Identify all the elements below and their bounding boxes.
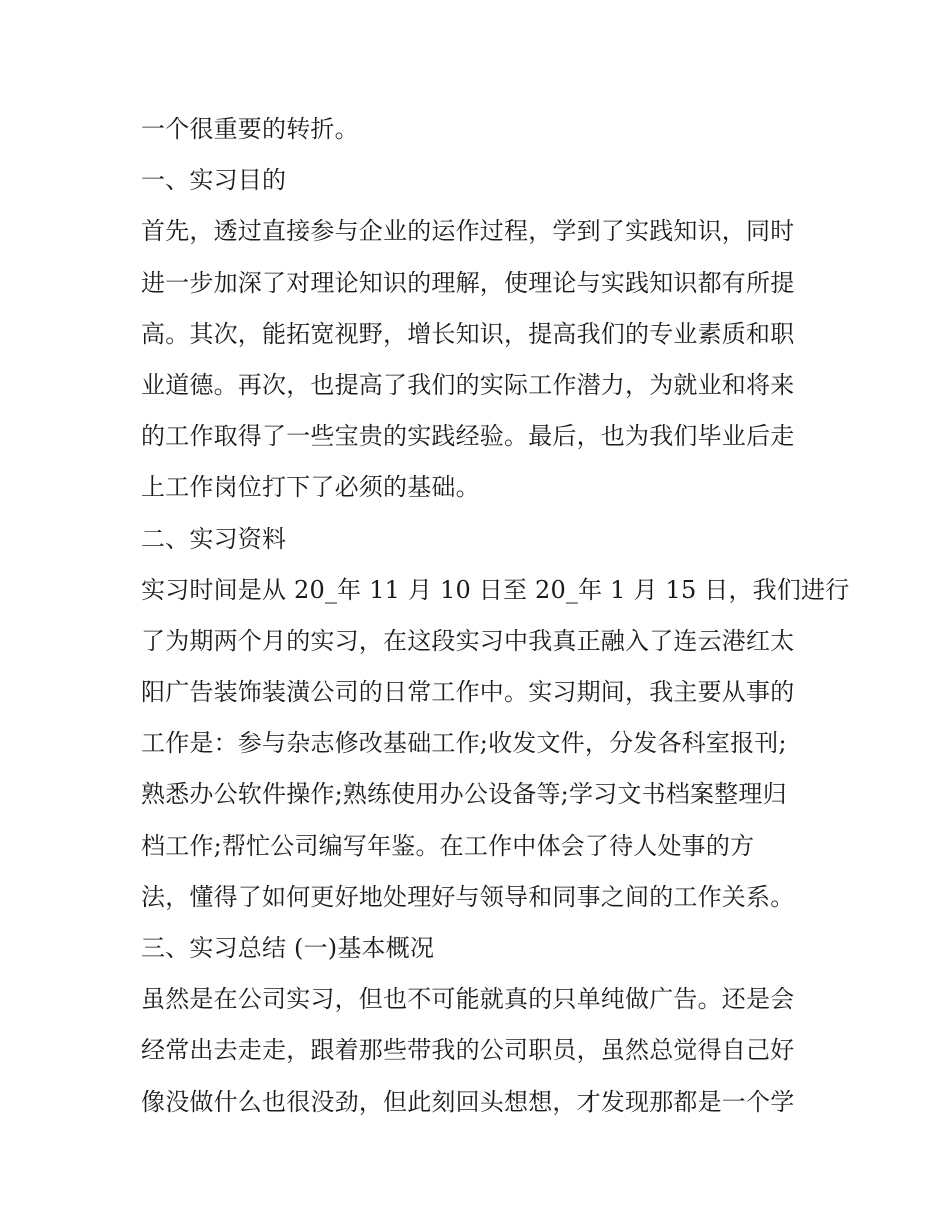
section-heading-purpose: 一、实习目的 — [141, 166, 287, 195]
text-line: 的工作取得了一些宝贵的实践经验。最后，也为我们毕业后走 — [141, 422, 795, 451]
text-line: 虽然是在公司实习，但也不可能就真的只单纯做广告。还是会 — [141, 985, 795, 1014]
text-line: 工作是：参与杂志修改基础工作;收发文件，分发各科室报刊; — [141, 729, 787, 758]
text-line: 上工作岗位打下了必须的基础。 — [141, 473, 480, 502]
text-line: 首先，透过直接参与企业的运作过程，学到了实践知识，同时 — [141, 217, 795, 246]
text-line: 业道德。再次，也提高了我们的实际工作潜力，为就业和将来 — [141, 370, 795, 399]
text-line: 阳广告装饰装潢公司的日常工作中。实习期间，我主要从事的 — [141, 678, 795, 707]
text-line: 一个很重要的转折。 — [141, 115, 359, 143]
section-heading-materials: 二、实习资料 — [141, 524, 287, 553]
text-line: 进一步加深了对理论知识的理解，使理论与实践知识都有所提 — [141, 268, 795, 297]
text-line: 法，懂得了如何更好地处理好与领导和同事之间的工作关系。 — [141, 882, 795, 911]
document-body — [141, 104, 850, 1128]
text-line: 档工作;帮忙公司编写年鉴。在工作中体会了待人处事的方 — [141, 831, 755, 860]
text-line: 了为期两个月的实习，在这段实习中我真正融入了连云港红太 — [141, 626, 795, 655]
text-line: 高。其次，能拓宽视野，增长知识，提高我们的专业素质和职 — [141, 319, 795, 348]
text-line: 实习时间是从 20_年 11 月 10 日至 20_年 1 月 15 日，我们进行 — [141, 575, 850, 604]
section-heading-summary: 三、实习总结 (一)基本概况 — [141, 934, 435, 962]
text-line: 像没做什么也很没劲，但此刻回头想想，才发现那都是一个学 — [141, 1087, 795, 1116]
text-line: 熟悉办公软件操作;熟练使用办公设备等;学习文书档案整理归 — [141, 780, 787, 809]
text-line: 经常出去走走，跟着那些带我的公司职员，虽然总觉得自己好 — [141, 1036, 795, 1065]
